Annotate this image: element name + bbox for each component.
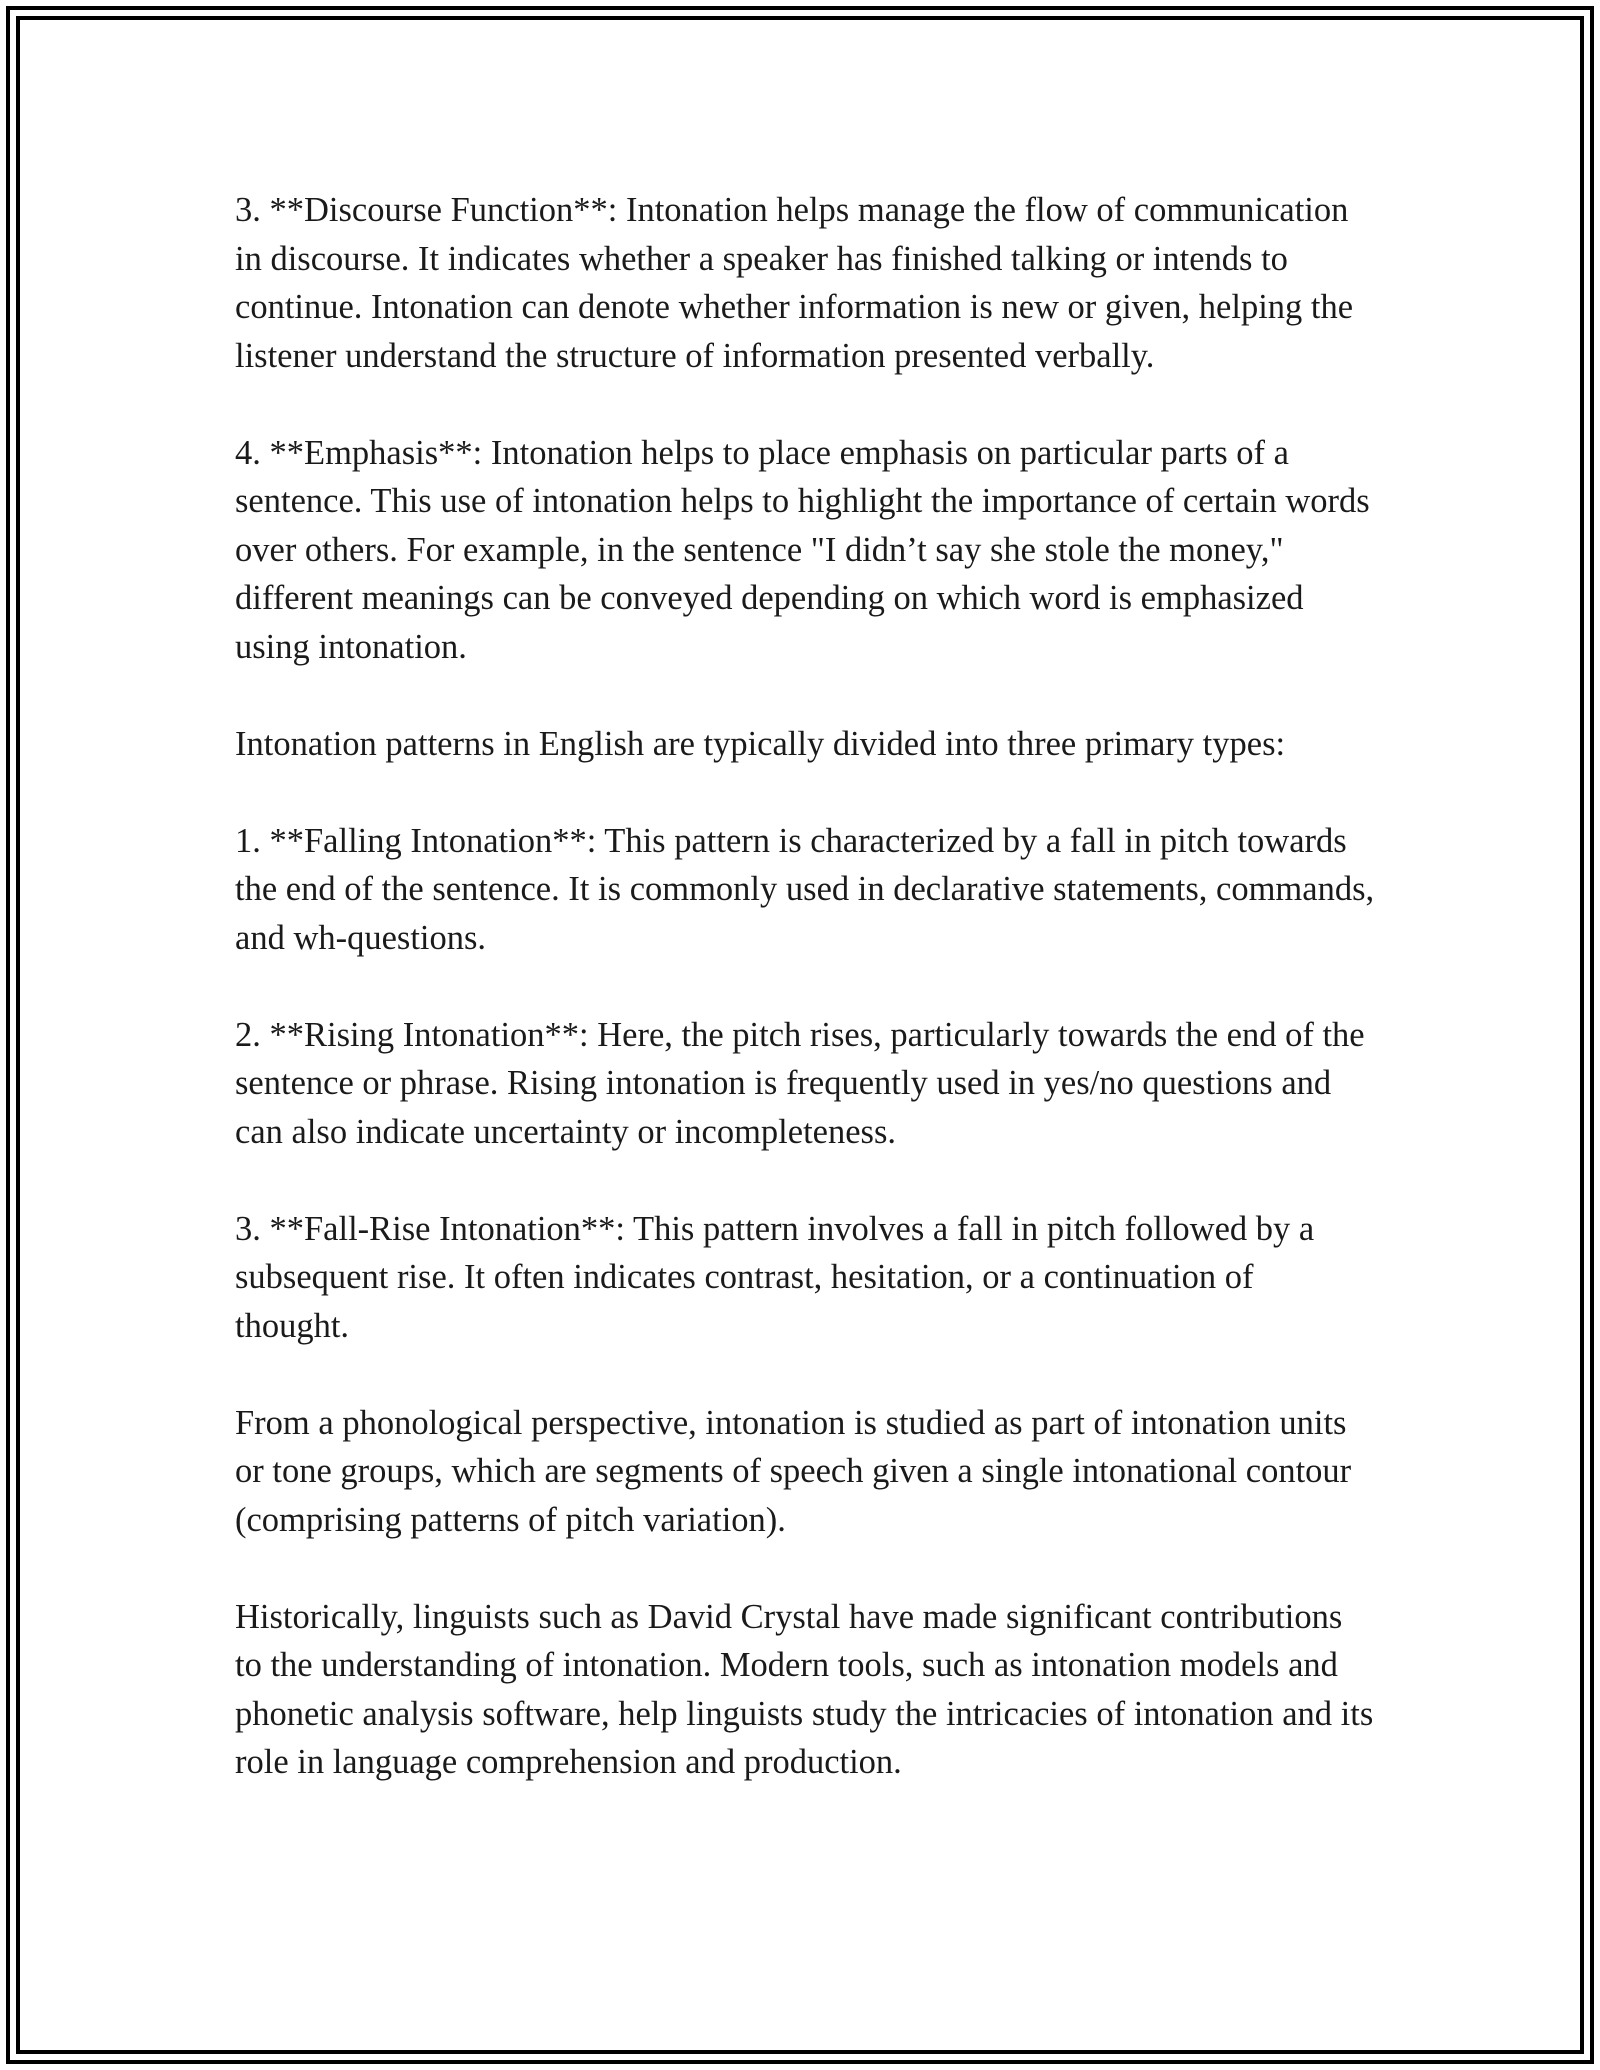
paragraph-fall-rise-intonation: 3. **Fall-Rise Intonation**: This pattern involves a fall in pitch followed by a subsequent rise. It often indicates contrast, hesitation, or a continuation of thought. xyxy=(235,1209,1315,1345)
paragraph-emphasis: 4. **Emphasis**: Intonation helps to place emphasis on particular parts of a sentence. This use of intonation helps to highlight the importance of certain words over others. For example, in the sentence "I didn’t say she stole the money," different meanings can be conveyed depending on which word is emphasized using intonation. xyxy=(235,433,1370,666)
document-body xyxy=(235,186,1375,1787)
paragraph-discourse-function: 3. **Discourse Function**: Intonation helps manage the flow of communication in discourse. It indicates whether a speaker has finished talking or intends to continue. Intonation can denote whether information is new or given, helping the listener understand the structure of information presented verbally. xyxy=(235,191,1354,375)
paragraph-falling-intonation: 1. **Falling Intonation**: This pattern is characterized by a fall in pitch towards the end of the sentence. It is commonly used in declarative statements, commands, and wh-questions. xyxy=(235,821,1375,957)
paragraph-patterns-intro: Intonation patterns in English are typically divided into three primary types: xyxy=(235,724,1286,763)
paragraph-phonological-perspective: From a phonological perspective, intonation is studied as part of intonation units or tone groups, which are segments of speech given a single intonational contour (comprising patterns of pitch variation). xyxy=(235,1403,1352,1539)
paragraph-rising-intonation: 2. **Rising Intonation**: Here, the pitch rises, particularly towards the end of the sentence or phrase. Rising intonation is frequently used in yes/no questions and can also indicate uncertainty or incompleteness. xyxy=(235,1015,1365,1151)
paragraph-historical-contributions: Historically, linguists such as David Crystal have made significant contributions to the understanding of intonation. Modern tools, such as intonation models and phonetic analysis software, help linguists study the intricacies of intonation and its role in language comprehension and production. xyxy=(235,1597,1374,1781)
